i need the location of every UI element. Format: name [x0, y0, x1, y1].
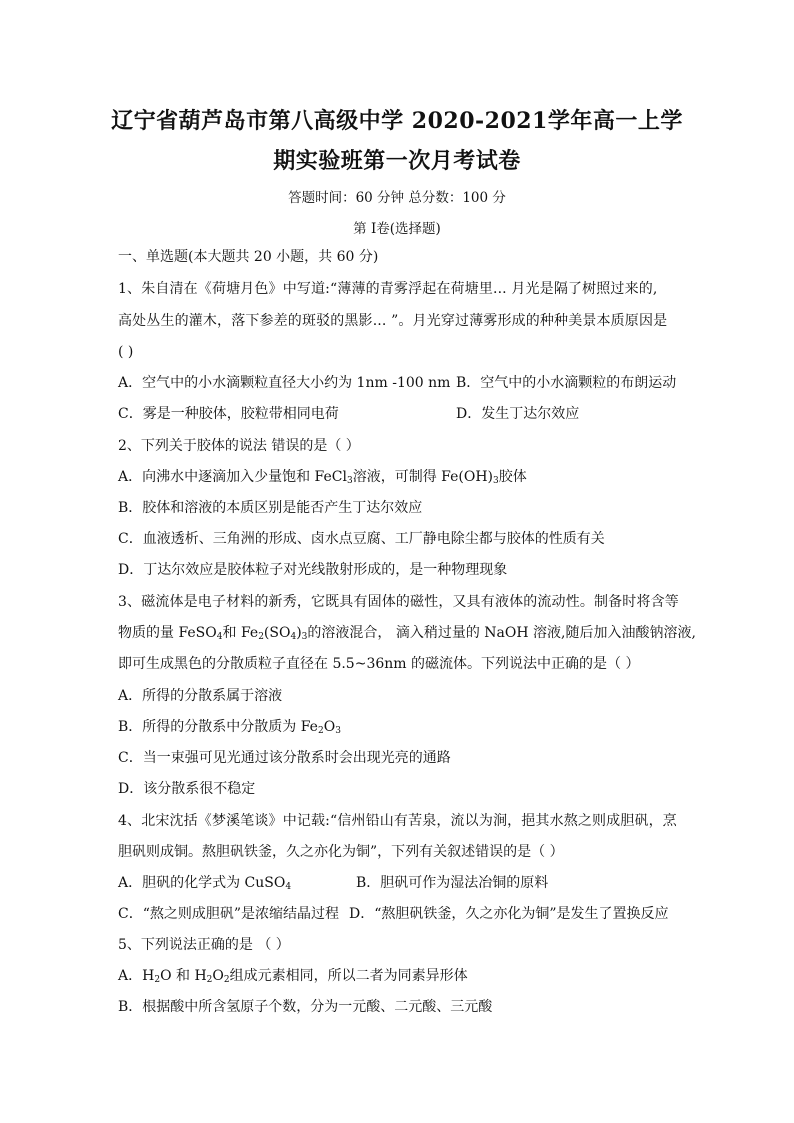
q2-option-d: D．丁达尔效应是胶体粒子对光线散射形成的，是一种物理现象 [118, 562, 508, 578]
q1-option-d: D．发生丁达尔效应 [456, 406, 580, 422]
q3-stem-line-1: 3、磁流体是电子材料的新秀，它既具有固体的磁性，又具有液体的流动性。制备时将含等 [118, 594, 679, 610]
q4-stem-line-2: 胆矾则成铜。熬胆矾铁釜，久之亦化为铜”，下列有关叙述错误的是（ ） [118, 844, 564, 860]
q1-option-c: C．雾是一种胶体，胶粒带相同电荷 [118, 406, 339, 422]
q2-option-a: A．向沸水中逐滴加入少量饱和 FeCl$_3$溶液，可制得 $Fe(OH)_3$胶体 [118, 469, 527, 486]
q4-option-d: D．“熬胆矾铁釜，久之亦化为铜”是发生了置换反应 [349, 906, 669, 922]
q3-option-a: A．所得的分散系属于溶液 [118, 688, 283, 704]
q2-stem: 2、下列关于胶体的说法 错误的是（ ） [118, 438, 360, 454]
section-title: 第 I卷(选择题) [353, 221, 441, 237]
q4-stem-line-1: 4、北宋沈括《梦溪笔谈》中记载:“信州铅山有苦泉，流以为涧，挹其水熬之则成胆矾，烹 [118, 813, 677, 829]
q3-option-d: D．该分散系很不稳定 [118, 781, 256, 797]
section-heading: 一、单选题(本大题共 20 小题，共 60 分) [118, 249, 379, 265]
exam-time-and-score: 答题时间：60 分钟 总分数：100 分 [288, 190, 506, 206]
exam-title-line-2: 期实验班第一次月考试卷 [273, 148, 521, 174]
q4-option-b: B．胆矾可作为湿法冶铜的原料 [356, 875, 549, 891]
q1-stem-line-2: 高处丛生的灌木，落下参差的斑驳的黑影... ”。月光穿过薄雾形成的种种美景本质原因是 [118, 313, 668, 329]
q1-stem-line-1: 1、朱自清在《荷塘月色》中写道:“薄薄的青雾浮起在荷塘里... 月光是隔了树照过来的, [118, 281, 658, 297]
q3-stem-line-3: 即可生成黑色的分散质粒子直径在 5.5~36nm 的磁流体。下列说法中正确的是（ ） [118, 656, 640, 672]
exam-title-line-1: 辽宁省葫芦岛市第八高级中学 2020-2021学年高一上学 [111, 108, 683, 134]
q1-option-b: B．空气中的小水滴颗粒的布朗运动 [456, 375, 677, 391]
q5-stem: 5、下列说法正确的是 （ ） [118, 937, 290, 953]
q5-option-b: B．根据酸中所含氢原子个数，分为一元酸、二元酸、三元酸 [118, 999, 493, 1015]
q3-option-c: C．当一束强可见光通过该分散系时会出现光亮的通路 [118, 750, 451, 766]
q1-answer-bracket: ( ) [118, 344, 134, 360]
q3-option-b: B．所得的分散系中分散质为 $Fe_2O_3$ [118, 719, 341, 736]
q4-option-c: C．“熬之则成胆矾”是浓缩结晶过程 [118, 906, 340, 922]
q5-option-a: A．$H_2O$ 和 $H_2O_2$组成元素相同，所以二者为同素异形体 [118, 968, 468, 985]
q4-option-a: A．胆矾的化学式为 CuSO$_4$ [118, 875, 292, 892]
q3-stem-line-2: 物质的量 FeSO$_4$和 $Fe_2(SO_4)_3$的溶液混合， 滴入稍过量的 NaOH 溶液,随后加入油酸钠溶液, [118, 625, 696, 642]
q2-option-b: B．胶体和溶液的本质区别是能否产生丁达尔效应 [118, 500, 423, 516]
q1-option-a: A．空气中的小水滴颗粒直径大小约为 1nm -100 nm [118, 375, 451, 391]
q2-option-c: C．血液透析、三角洲的形成、卤水点豆腐、工厂静电除尘都与胶体的性质有关 [118, 531, 605, 547]
